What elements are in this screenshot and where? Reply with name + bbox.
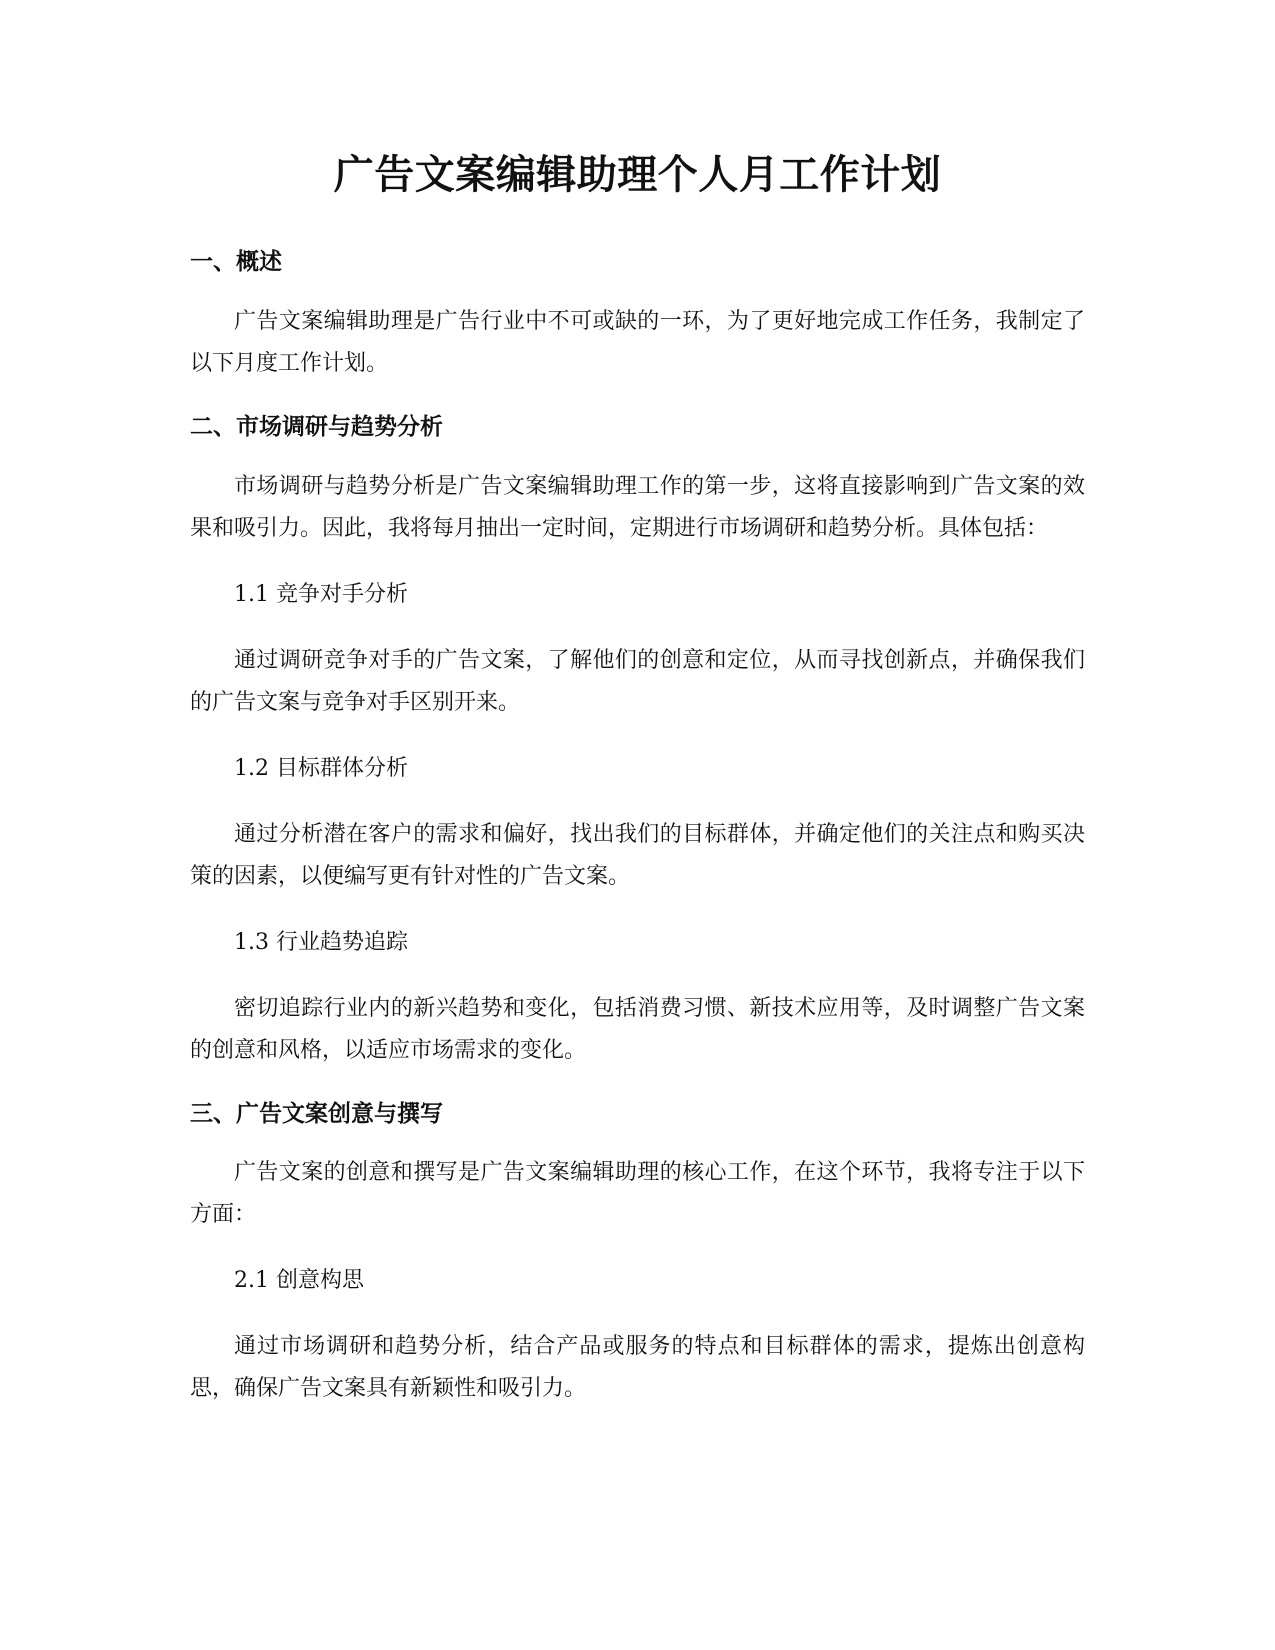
paragraph: 广告文案编辑助理是广告行业中不可或缺的一环，为了更好地完成工作任务，我制定了以下月度工作计划。 (190, 308, 1085, 376)
section-heading: 二、市场调研与趋势分析 (190, 413, 443, 440)
section-overview (190, 244, 1085, 385)
paragraph: 广告文案的创意和撰写是广告文案编辑助理的核心工作，在这个环节，我将专注于以下方面： (190, 1160, 1085, 1228)
section-heading: 三、广告文案创意与撰写 (190, 1100, 443, 1127)
paragraph: 通过市场调研和趋势分析，结合产品或服务的特点和目标群体的需求，提炼出创意构思，确保广告文案具有新颖性和吸引力。 (190, 1334, 1085, 1402)
subsection-label: 2.1 创意构思 (234, 1268, 364, 1294)
section-market-research (190, 409, 1085, 1072)
document-title: 广告文案编辑助理个人月工作计划 (333, 152, 942, 198)
section-copywriting (190, 1096, 1085, 1411)
paragraph: 通过调研竞争对手的广告文案，了解他们的创意和定位，从而寻找创新点，并确保我们的广告文案与竞争对手区别开来。 (190, 647, 1085, 715)
document-body (190, 148, 1085, 1434)
subsection-label: 1.2 目标群体分析 (234, 755, 408, 781)
paragraph: 市场调研与趋势分析是广告文案编辑助理工作的第一步，这将直接影响到广告文案的效果和吸引力。因此，我将每月抽出一定时间，定期进行市场调研和趋势分析。具体包括： (190, 473, 1085, 541)
section-heading: 一、概述 (190, 249, 282, 275)
paragraph: 密切追踪行业内的新兴趋势和变化，包括消费习惯、新技术应用等，及时调整广告文案的创意和风格，以适应市场需求的变化。 (190, 995, 1085, 1063)
paragraph: 通过分析潜在客户的需求和偏好，找出我们的目标群体，并确定他们的关注点和购买决策的因素，以便编写更有针对性的广告文案。 (190, 821, 1085, 889)
subsection-label: 1.3 行业趋势追踪 (234, 929, 408, 955)
subsection-label: 1.1 竞争对手分析 (234, 581, 408, 607)
